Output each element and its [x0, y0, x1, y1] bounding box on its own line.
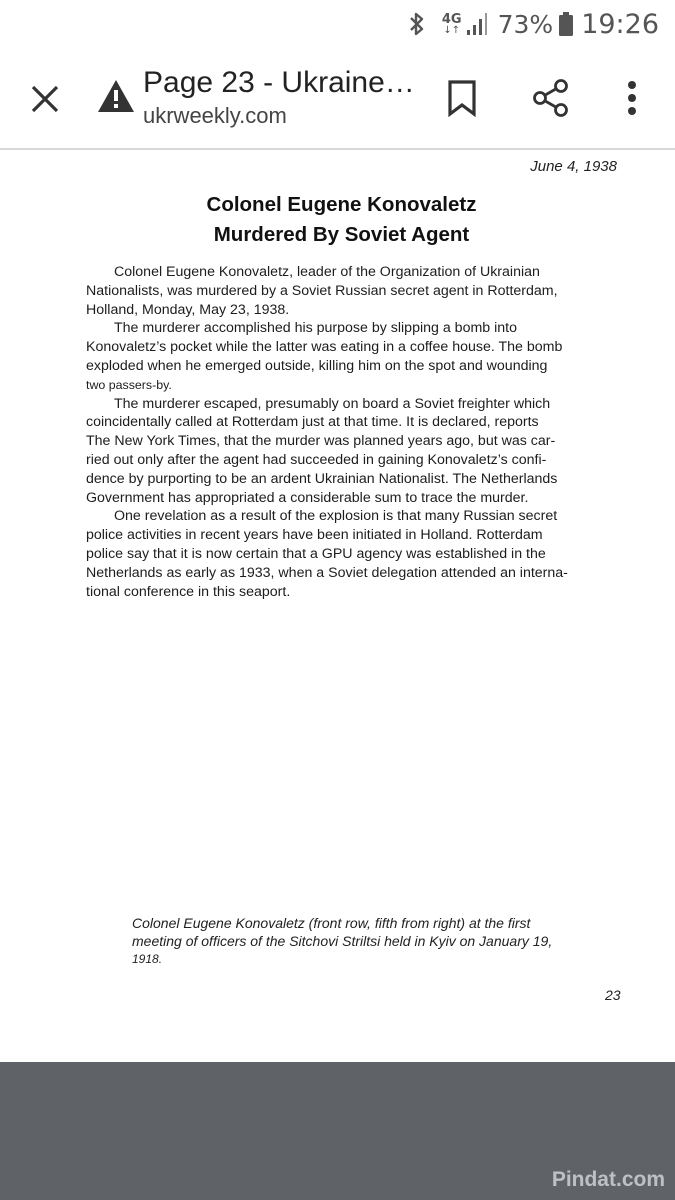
- text-line: ried out only after the agent had succeeded in gaining Konovaletz’s confi-: [86, 451, 547, 468]
- battery-icon: [559, 12, 573, 36]
- photo-placeholder: [86, 615, 601, 905]
- text-line: coincidentally called at Rotterdam just at that time. It is declared, reports: [86, 414, 539, 431]
- article-date: June 4, 1938: [530, 158, 617, 175]
- article-paragraph: [86, 395, 601, 508]
- share-icon: [532, 79, 570, 117]
- text-line: exploded when he emerged outside, killing him on the spot and wounding: [86, 357, 548, 374]
- bottom-area: [0, 1062, 675, 1200]
- text-line: Holland, Monday, May 23, 1938.: [86, 301, 290, 318]
- text-line: two passers-by.: [86, 377, 172, 392]
- text-line: The New York Times, that the murder was planned years ago, but was car-: [86, 433, 556, 450]
- caption-line: Colonel Eugene Konovaletz (front row, fifth from right) at the first: [132, 915, 531, 931]
- watermark: Pindat.com: [551, 1168, 665, 1191]
- bookmark-button[interactable]: [440, 74, 484, 122]
- close-icon: [30, 84, 60, 114]
- text-line: Government has appropriated a considerable sum to trace the murder.: [86, 489, 529, 506]
- close-button[interactable]: [22, 76, 68, 122]
- more-vert-icon: [626, 80, 638, 116]
- text-line: Netherlands as early as 1933, when a Soviet delegation attended an interna-: [86, 564, 568, 581]
- article-paragraph: [86, 507, 601, 601]
- text-line: The murderer escaped, presumably on board a Soviet freighter which: [114, 395, 551, 412]
- text-line: Colonel Eugene Konovaletz, leader of the Organization of Ukrainian: [114, 264, 540, 280]
- article-title: [0, 190, 675, 250]
- more-options-button[interactable]: [612, 74, 652, 122]
- article-body: [86, 263, 601, 601]
- text-line: police say that it is now certain that a GPU agency was established in the: [86, 545, 546, 562]
- bookmark-icon: [447, 79, 477, 117]
- document-page[interactable]: [0, 150, 675, 1062]
- article-paragraph: [86, 319, 601, 394]
- article-paragraph: [86, 263, 601, 319]
- share-button[interactable]: [527, 74, 575, 122]
- text-line: dence by purporting to be an ardent Ukrainian Nationalist. The Netherlands: [86, 470, 558, 487]
- clock: 19:26: [581, 8, 659, 40]
- toolbar: [0, 48, 675, 150]
- text-line: One revelation as a result of the explosion is that many Russian secret: [114, 508, 558, 525]
- text-line: Nationalists, was murdered by a Soviet Russian secret agent in Rotterdam,: [86, 282, 558, 299]
- article-title-line: Murdered By Soviet Agent: [213, 223, 470, 246]
- page-number: 23: [605, 987, 621, 1003]
- page-url: ukrweekly.com: [143, 103, 287, 128]
- network-label: 4G: [441, 11, 462, 27]
- text-line: Konovaletz’s pocket while the latter was eating in a coffee house. The bomb: [86, 339, 563, 356]
- article-title-line: Colonel Eugene Konovaletz: [206, 193, 477, 216]
- bluetooth-icon: [408, 11, 426, 37]
- caption-line: 1918.: [132, 952, 163, 966]
- warning-icon[interactable]: [96, 78, 136, 114]
- signal-icon: [466, 12, 488, 36]
- status-bar: [0, 0, 675, 48]
- text-line: The murderer accomplished his purpose by slipping a bomb into: [114, 320, 517, 337]
- title-block[interactable]: [143, 64, 423, 130]
- data-arrows-icon: ↓↑: [443, 24, 461, 36]
- battery-percent: 73%: [497, 9, 554, 39]
- text-line: police activities in recent years have been initiated in Holland. Rotterdam: [86, 527, 543, 544]
- page-title: Page 23 - Ukraine…: [143, 66, 415, 99]
- text-line: tional conference in this seaport.: [86, 583, 291, 600]
- photo-caption: [132, 914, 572, 968]
- caption-line: meeting of officers of the Sitchovi Striltsi held in Kyiv on January 19,: [132, 933, 553, 949]
- network-indicator: [442, 13, 462, 36]
